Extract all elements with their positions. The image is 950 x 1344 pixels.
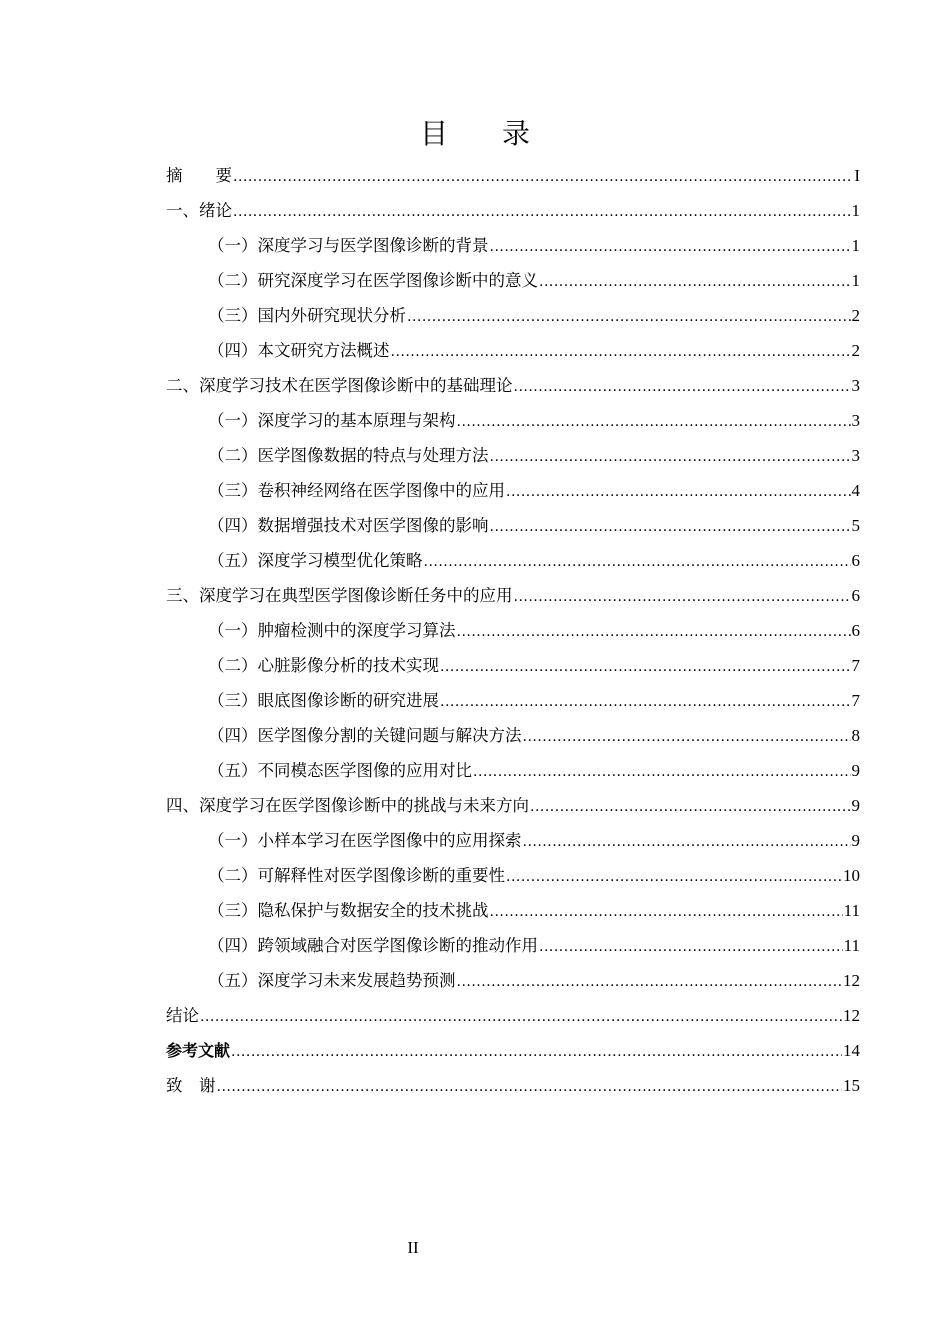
toc-entry[interactable] [166,928,860,963]
title-char-2: 录 [502,117,531,150]
toc-entry-page-number: 12 [843,971,860,990]
toc-entry-label: 三、深度学习在典型医学图像诊断任务中的应用 [166,586,513,605]
toc-entry[interactable] [166,823,860,858]
toc-entry-label: （二）研究深度学习在医学图像诊断中的意义 [208,271,538,290]
toc-entry-label: （五）深度学习模型优化策略 [208,551,423,570]
toc-entry-page-number: 9 [851,761,860,780]
toc-entry-page-number: 1 [851,236,860,255]
toc-entry-page-number: 12 [843,1006,860,1025]
toc-entry-page-number: 1 [851,201,860,220]
toc-entry[interactable] [166,438,860,473]
toc-entry-page-number: 1 [851,271,860,290]
toc-entry-page-number: 11 [843,936,860,955]
toc-leader-dots [514,370,851,405]
toc-entry[interactable] [166,858,860,893]
toc-leader-dots [233,195,851,230]
toc-leader-dots [457,965,843,1000]
toc-entry-label: （一）小样本学习在医学图像中的应用探索 [208,831,522,850]
toc-entry-page-number: 3 [851,376,860,395]
toc-entry[interactable] [166,263,860,298]
toc-entry[interactable] [166,683,860,718]
toc-entry[interactable] [166,158,860,193]
toc-entry-label: 二、深度学习技术在医学图像诊断中的基础理论 [166,376,513,395]
toc-entry[interactable] [166,508,860,543]
toc-entry[interactable] [166,998,860,1033]
toc-entry[interactable] [166,753,860,788]
toc-entry[interactable] [166,963,860,998]
toc-entry[interactable] [166,333,860,368]
toc-leader-dots [200,1000,842,1035]
toc-entry-label: （二）心脏影像分析的技术实现 [208,656,439,675]
toc-entry-page-number: 3 [851,411,860,430]
toc-leader-dots [523,825,851,860]
toc-leader-dots [539,265,851,300]
toc-entry[interactable] [166,543,860,578]
toc-entry-label: （三）国内外研究现状分析 [208,306,406,325]
toc-entry-label: 一、绪论 [166,201,232,220]
toc-entry[interactable] [166,403,860,438]
toc-entry-page-number: 15 [843,1076,860,1095]
toc-entry-page-number: 6 [851,551,860,570]
toc-entry-page-number: I [854,166,860,185]
toc-entry-page-number: 9 [851,831,860,850]
toc-entry-page-number: 5 [851,516,860,535]
toc-entry-page-number: 6 [851,586,860,605]
toc-leader-dots [473,755,851,790]
toc-entry[interactable] [166,193,860,228]
toc-entry-page-number: 9 [851,796,860,815]
toc-leader-dots [514,580,851,615]
toc-entry[interactable] [166,788,860,823]
toc-entry-label: （四）数据增强技术对医学图像的影响 [208,516,489,535]
toc-leader-dots [457,615,851,650]
table-of-contents [166,158,860,1103]
toc-leader-dots [490,510,851,545]
toc-entry-label: 摘 要 [166,166,232,185]
toc-leader-dots [539,930,843,965]
toc-leader-dots [530,790,851,825]
toc-entry-label: （二）医学图像数据的特点与处理方法 [208,446,489,465]
toc-entry-label: 致 谢 [166,1076,216,1095]
toc-leader-dots [457,405,851,440]
toc-entry-page-number: 2 [851,306,860,325]
toc-entry[interactable] [166,893,860,928]
toc-leader-dots [217,1070,843,1105]
toc-entry[interactable] [166,578,860,613]
toc-leader-dots [490,230,851,265]
toc-entry[interactable] [166,648,860,683]
toc-entry-label: （一）深度学习的基本原理与架构 [208,411,456,430]
page-title [0,112,950,152]
toc-entry-page-number: 2 [851,341,860,360]
toc-entry-page-number: 14 [843,1041,860,1060]
toc-entry-label: （二）可解释性对医学图像诊断的重要性 [208,866,505,885]
toc-entry[interactable] [166,368,860,403]
toc-entry-page-number: 11 [843,901,860,920]
toc-leader-dots [440,650,851,685]
toc-leader-dots [440,685,851,720]
toc-leader-dots [506,860,842,895]
toc-entry-page-number: 7 [851,691,860,710]
toc-entry[interactable] [166,473,860,508]
toc-entry-page-number: 8 [851,726,860,745]
toc-entry-label: 结论 [166,1006,199,1025]
toc-entry-label: （一）深度学习与医学图像诊断的背景 [208,236,489,255]
toc-entry[interactable] [166,228,860,263]
toc-entry-label: （三）隐私保护与数据安全的技术挑战 [208,901,489,920]
toc-entry-label: （四）医学图像分割的关键问题与解决方法 [208,726,522,745]
toc-entry-page-number: 3 [851,446,860,465]
toc-entry[interactable] [166,718,860,753]
toc-entry-label: （三）卷积神经网络在医学图像中的应用 [208,481,505,500]
toc-leader-dots [523,720,851,755]
toc-entry-label: （五）不同模态医学图像的应用对比 [208,761,472,780]
toc-entry[interactable] [166,1068,860,1103]
toc-entry-page-number: 7 [851,656,860,675]
toc-entry-page-number: 6 [851,621,860,640]
toc-entry-page-number: 10 [843,866,860,885]
toc-entry-page-number: 4 [851,481,860,500]
toc-leader-dots [391,335,851,370]
toc-entry[interactable] [166,613,860,648]
toc-entry-label: （四）跨领域融合对医学图像诊断的推动作用 [208,936,538,955]
toc-entry-label: （五）深度学习未来发展趋势预测 [208,971,456,990]
toc-leader-dots [490,895,843,930]
toc-entry-label: （三）眼底图像诊断的研究进展 [208,691,439,710]
toc-leader-dots [490,440,851,475]
toc-entry[interactable] [166,1033,860,1068]
toc-entry-label: 四、深度学习在医学图像诊断中的挑战与未来方向 [166,796,529,815]
toc-entry-label: 参考文献 [166,1041,231,1060]
toc-leader-dots [424,545,851,580]
toc-entry-label: （四）本文研究方法概述 [208,341,390,360]
toc-entry[interactable] [166,298,860,333]
toc-leader-dots [233,160,853,195]
toc-leader-dots [231,1035,842,1070]
toc-leader-dots [407,300,851,335]
toc-entry-label: （一）肿瘤检测中的深度学习算法 [208,621,456,640]
footer-page-number: II [407,1238,419,1257]
toc-leader-dots [506,475,851,510]
title-char-1: 目 [419,117,448,150]
